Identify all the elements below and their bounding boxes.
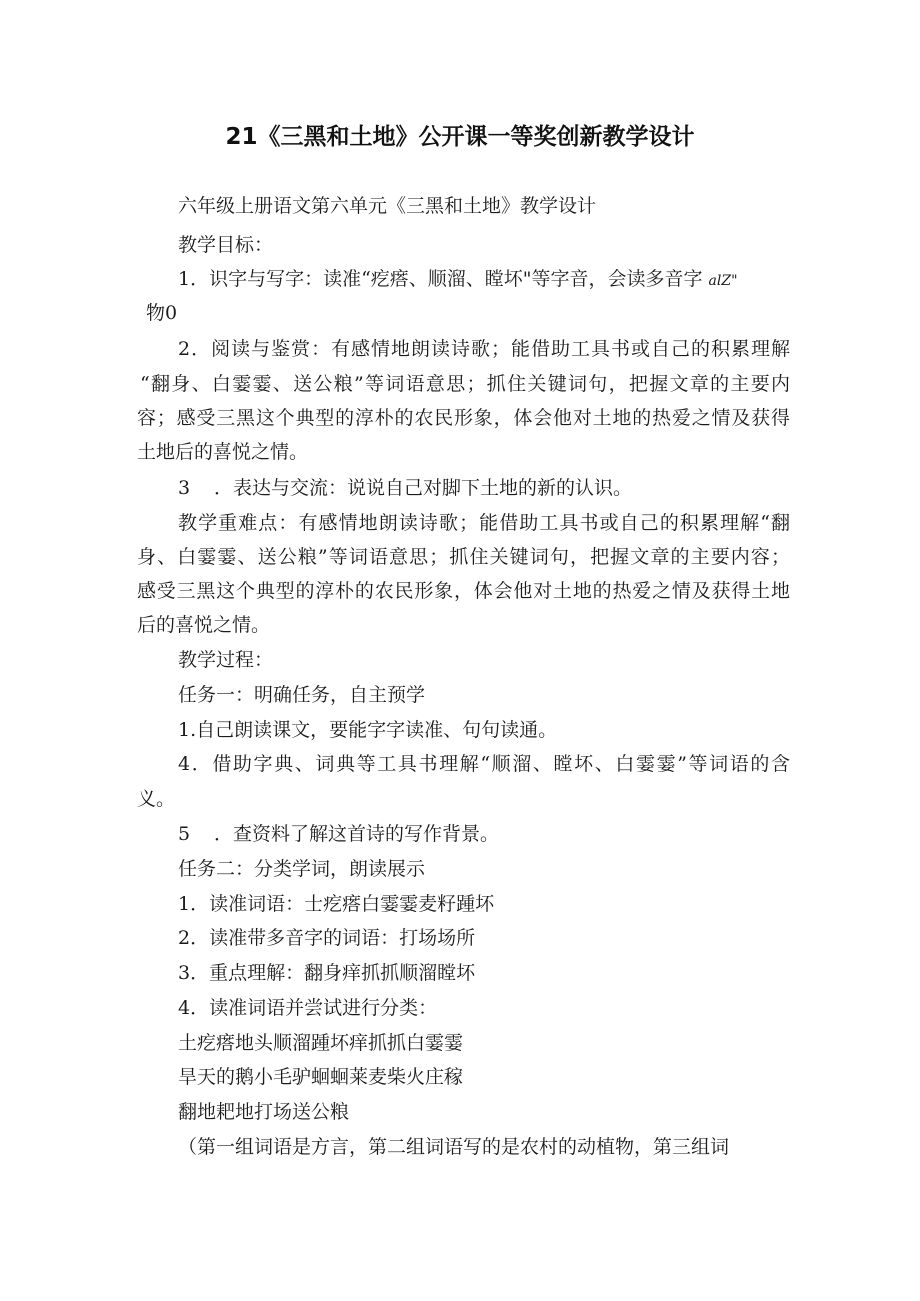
task1-item4-line1: 4．借助字典、词典等工具书理解“顺溜、瞠坏、白霎霎”等词语的含 bbox=[178, 753, 790, 775]
task2-item2: 2．读准带多音字的词语：打场场所 bbox=[178, 927, 476, 949]
task2-group1: 土疙瘩地头顺溜踵坏痒抓抓白霎霎 bbox=[178, 1032, 464, 1054]
task1-heading: 任务一：明确任务，自主预学 bbox=[178, 684, 426, 706]
goal2-line3: 容；感受三黑这个典型的淳朴的农民形象，体会他对土地的热爱之情及获得 bbox=[137, 407, 790, 429]
task2-group3: 翻地耙地打场送公粮 bbox=[178, 1101, 350, 1123]
subtitle: 六年级上册语文第六单元《三黑和土地》教学设计 bbox=[178, 195, 597, 217]
task1-item1: 1.自己朗读课文，要能字字读准、句句读通。 bbox=[178, 719, 558, 741]
task2-item1: 1．读准词语：士疙瘩白霎霎麦籽踵坏 bbox=[178, 893, 495, 915]
task1-item4-line2: 义。 bbox=[137, 788, 176, 810]
goal1-line2: 物0 bbox=[146, 302, 178, 324]
goal3-text: ．表达与交流：说说自己对脚下土地的新的认识。 bbox=[214, 477, 633, 499]
task2-heading: 任务二：分类学词，朗读展示 bbox=[178, 858, 426, 880]
keypoints-line1: 教学重难点：有感情地朗读诗歌；能借助工具书或自己的积累理解“翻 bbox=[178, 512, 790, 534]
goal2-line4: 土地后的喜悦之情。 bbox=[137, 441, 309, 463]
process-heading: 教学过程： bbox=[178, 649, 274, 671]
goal1-odd-text: alZ" bbox=[708, 273, 738, 289]
keypoints-line3: 感受三黑这个典型的淳朴的农民形象，体会他对土地的热爱之情及获得土地 bbox=[137, 580, 790, 602]
goal2-line2: “翻身、白霎霎、送公粮”等词语意思；抓住关键词句，把握文章的主要内 bbox=[140, 373, 790, 395]
task2-note: （第一组词语是方言，第二组词语写的是农村的动植物，第三组词 bbox=[178, 1136, 730, 1158]
goal1-line1 bbox=[178, 267, 738, 293]
task2-item4: 4．读准词语并尝试进行分类： bbox=[178, 997, 438, 1019]
goals-heading: 教学目标： bbox=[178, 234, 274, 256]
task1-item5-number: 5 bbox=[178, 823, 191, 845]
goal2-line1: 2．阅读与鉴赏：有感情地朗读诗歌；能借助工具书或自己的积累理解 bbox=[178, 338, 790, 360]
task1-item5-text: ．查资料了解这首诗的写作背景。 bbox=[214, 823, 500, 845]
goal1-text: 1．识字与写字：读准“疙瘩、顺溜、瞠坏"等字音，会读多音字 bbox=[178, 268, 703, 290]
keypoints-line4: 后的喜悦之情。 bbox=[137, 614, 271, 636]
task2-group2: 旱天的鹅小毛驴蛔蛔莱麦柴火庄稼 bbox=[178, 1066, 464, 1088]
task2-item3: 3．重点理解：翻身痒抓抓顺溜瞠坏 bbox=[178, 962, 476, 984]
keypoints-line2: 身、白霎霎、送公粮”等词语意思；抓住关键词句，把握文章的主要内容； bbox=[137, 546, 790, 568]
goal3-number: 3 bbox=[178, 477, 191, 499]
document-title: 21《三黑和土地》公开课一等奖创新教学设计 bbox=[225, 124, 695, 150]
